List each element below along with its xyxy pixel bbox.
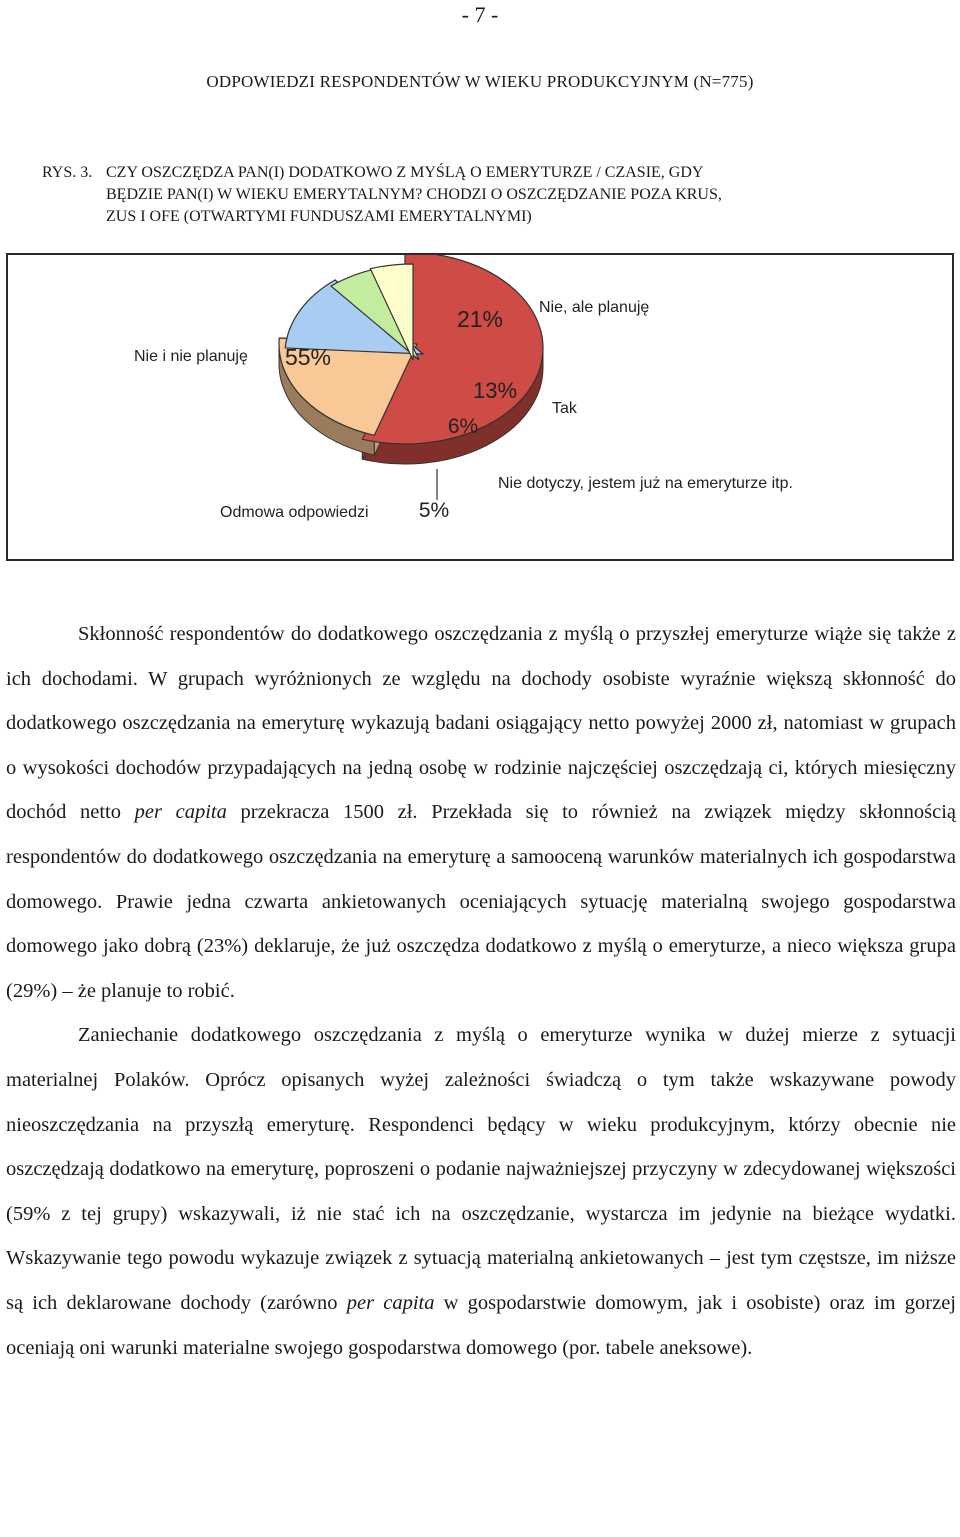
slice-category-label-5: Odmowa odpowiedzi	[220, 504, 369, 521]
paragraph-1	[6, 612, 956, 1013]
figure-title-line-1: CZY OSZCZĘDZA PAN(I) DODATKOWO Z MYŚLĄ O EMERYTURZE / CZASIE, GDY	[106, 164, 704, 181]
slice-value-label-1: 55%	[284, 344, 332, 370]
figure-title-line-2: BĘDZIE PAN(I) W WIEKU EMERYTALNYM? CHODZI O OSZCZĘDZANIE POZA KRUS,	[106, 186, 722, 203]
italic-term: per capita	[346, 1291, 435, 1314]
italic-term: per capita	[134, 801, 227, 824]
figure-label: RYS. 3.	[42, 164, 93, 181]
slice-category-label-4: Nie dotyczy, jestem już na emeryturze itp.	[498, 475, 793, 492]
text-run: Skłonność respondentów do dodatkowego oszczędzania z myślą o przyszłej emeryturze wiąże się także z ich dochodami. W grupach wyróżnionych ze względu na dochody osobiste wyraźnie większą skłonność do dodatkowego oszczędzania na emeryturę wykazują badani osiągający netto powyżej 2000 zł, natomiast w grupach o wysokości dochodów przypadających na jedną osobę w rodzinie najczęściej oszczędzają ci, których miesięczny dochód netto	[6, 623, 956, 824]
slice-value-label-5: 5%	[418, 499, 450, 522]
page-number: - 7 -	[461, 2, 499, 27]
text-run: przekracza 1500 zł. Przekłada się to również na związek między skłonnością respondentów do dodatkowego oszczędzania na emeryturę a samooceną warunków materialnych ich gospodarstwa domowego. Prawie jedna czwarta ankietowanych oceniających sytuację materialną swojego gospodarstwa domowego jako dobrą (23%) deklaruje, że już oszczędza dodatkowo z myślą o emeryturze, a nieco większa grupa (29%) – że planuje to robić.	[6, 801, 956, 1002]
paragraph-2	[6, 1013, 956, 1370]
text-run: Zaniechanie dodatkowego oszczędzania z myślą o emeryturze wynika w dużej mierze z sytuacji materialnej Polaków. Oprócz opisanych wyżej zależności świadczą o tym także wskazywane powody nieoszczędzania na przyszłą emeryturę. Respondenci będący w wieku produkcyjnym, którzy obecnie nie oszczędzają dodatkowo na emeryturę, poproszeni o podanie najważniejszej przyczyny w zdecydowanej większości (59% z tej grupy) wskazywali, iż nie stać ich na oszczędzanie, wystarcza im jedynie na bieżące wydatki. Wskazywanie tego powodu wykazuje związek z sytuacją materialną ankietowanych – jest tym częstsze, im niższe są ich deklarowane dochody (zarówno	[6, 1024, 956, 1314]
chart-frame	[6, 253, 954, 561]
slice-category-label-2: Nie, ale planuję	[539, 299, 650, 316]
pie-chart	[8, 255, 952, 559]
slice-category-label-1: Nie i nie planuję	[134, 348, 248, 365]
figure-caption	[42, 162, 922, 228]
slice-value-label-3: 13%	[472, 378, 518, 403]
figure-title-line-3: ZUS I OFE (OTWARTYMI FUNDUSZAMI EMERYTALNYMI)	[106, 208, 532, 225]
slice-category-label-3: Tak	[552, 400, 577, 417]
slice-value-label-4: 6%	[447, 415, 479, 438]
text-run: w gospodarstwie domowym, jak i osobiste) oraz im gorzej oceniają oni warunki materialne swojego gospodarstwa domowego (por. tabele aneksowe).	[6, 1291, 956, 1359]
slice-value-label-2: 21%	[456, 306, 504, 332]
body-text	[6, 612, 956, 1370]
section-heading: ODPOWIEDZI RESPONDENTÓW W WIEKU PRODUKCYJNYM (N=775)	[206, 72, 754, 91]
figure-title-line	[42, 162, 922, 184]
